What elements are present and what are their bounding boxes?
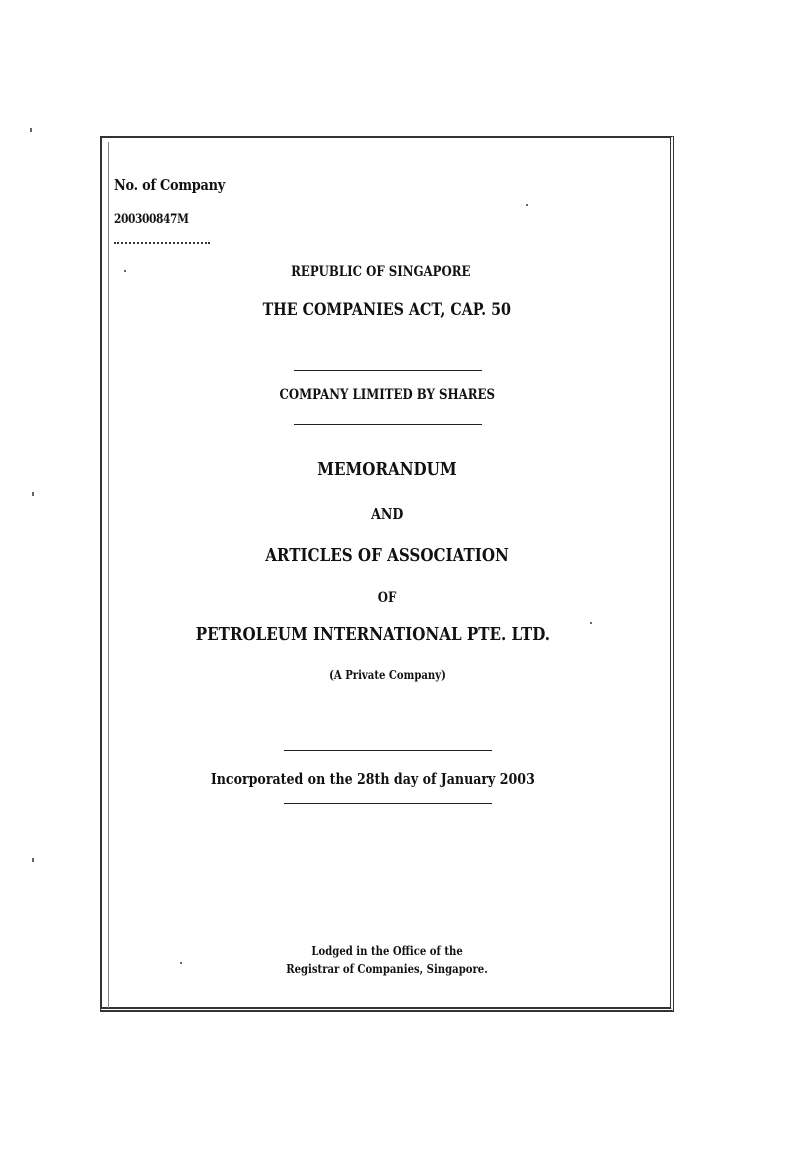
companies-act-heading [100,300,674,320]
incorporation-date [86,770,660,788]
lodged-line-1 [100,944,674,958]
scan-speck [124,270,126,272]
scan-speck [32,858,34,862]
company-number-value: 200300847M [114,212,189,227]
scan-speck [32,492,34,496]
lodged-line-2 [100,962,674,976]
scan-speck [30,128,32,132]
articles-text: ARTICLES OF ASSOCIATION [265,545,509,566]
divider-bottom-1 [284,750,492,751]
articles-title [100,545,674,566]
scan-speck [180,962,182,964]
divider-bottom-2 [284,803,492,804]
company-note-text: (A Private Company) [328,668,446,682]
republic-heading [94,264,668,280]
divider-top-2 [294,424,482,425]
and-text: AND [370,505,404,523]
scan-speck [590,622,592,624]
company-type-text: COMPANY LIMITED BY SHARES [279,387,495,403]
memorandum-text: MEMORANDUM [317,459,457,480]
scan-speck [526,204,528,206]
and-title [100,505,674,523]
divider-top-1 [294,370,482,371]
company-note [100,668,674,682]
of-title [100,590,674,606]
company-number-label: No. of Company [114,176,225,194]
company-name [86,624,660,645]
memorandum-title [100,459,674,480]
of-text: OF [377,590,397,606]
lodged-line-2-text: Registrar of Companies, Singapore. [286,962,488,976]
company-type-heading [100,387,674,403]
company-number-underline [114,242,210,244]
company-name-text: PETROLEUM INTERNATIONAL PTE. LTD. [195,624,551,645]
companies-act-text: THE COMPANIES ACT, CAP. 50 [262,300,512,320]
incorporation-text: Incorporated on the 28th day of January 2003 [211,770,535,788]
lodged-line-1-text: Lodged in the Office of the [311,944,463,958]
republic-heading-text: REPUBLIC OF SINGAPORE [291,264,471,280]
